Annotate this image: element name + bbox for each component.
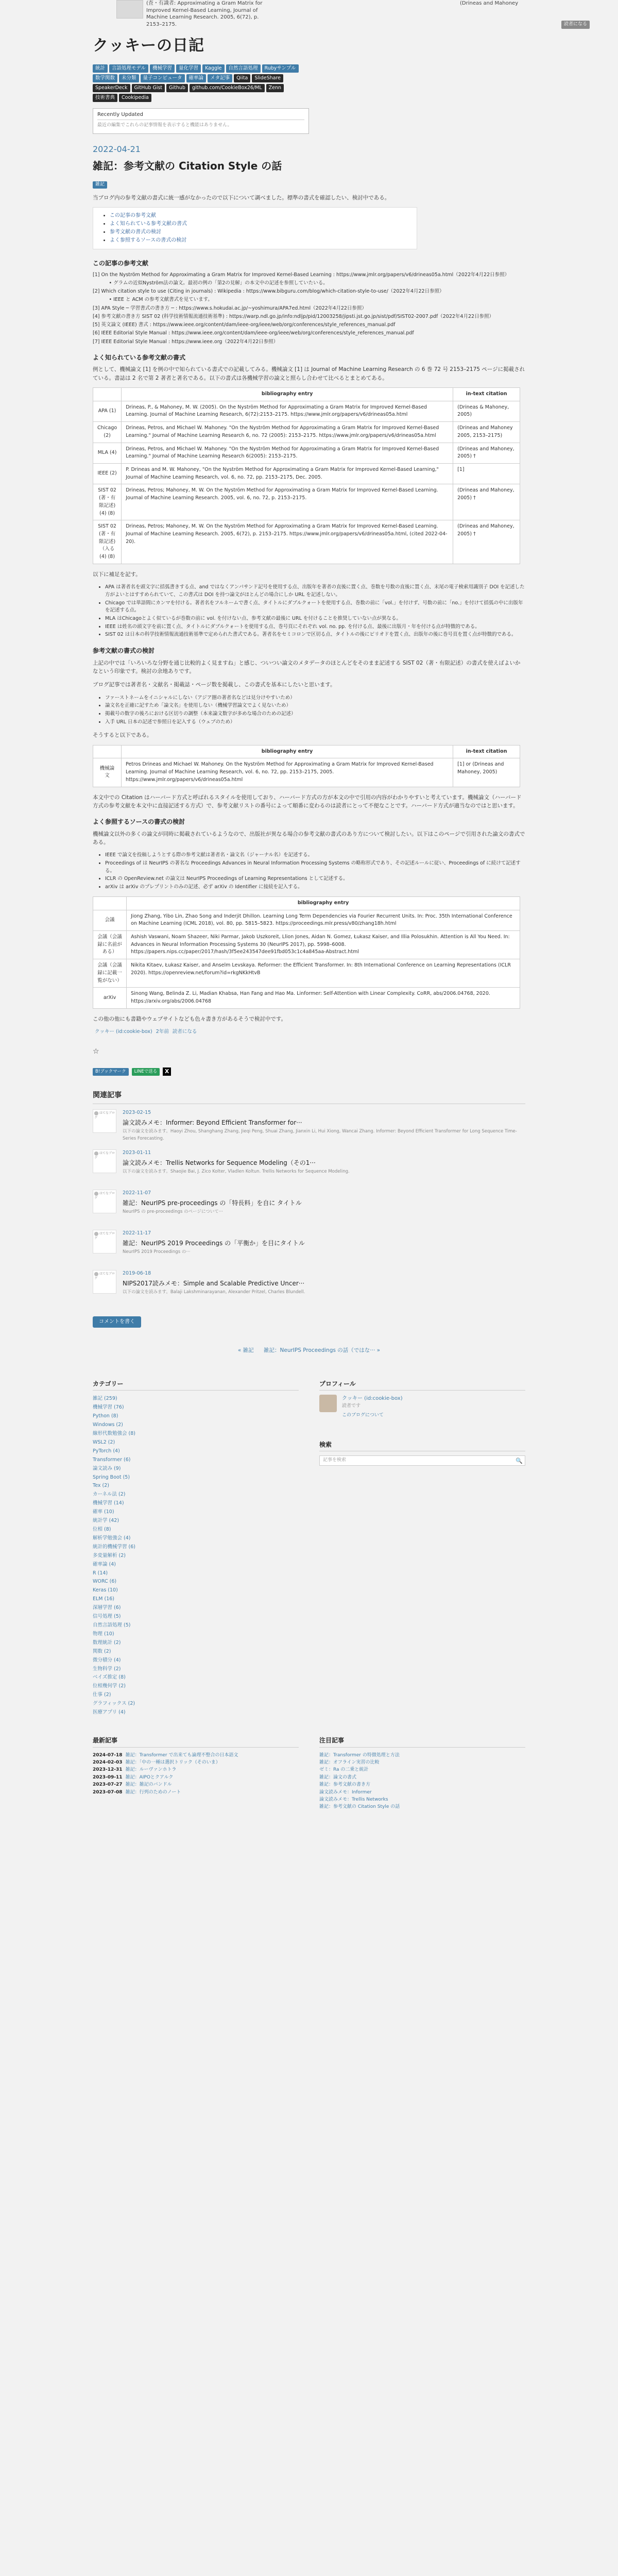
related-post[interactable] [93, 1267, 525, 1307]
category-link[interactable]: 統計学 (42) [93, 1518, 119, 1524]
table-header-row [93, 387, 520, 401]
source-format-table [93, 896, 520, 1009]
category-link[interactable]: 関数 (2) [93, 1648, 111, 1654]
profile-card [319, 1395, 525, 1419]
related-date[interactable]: 2019-06-18 [123, 1270, 151, 1277]
related-snippet: 以下の論文を読みます。Balaji Lakshminarayanan, Alexander Pritzel, Charles Blundell. [123, 1290, 305, 1295]
related-date[interactable]: 2022-11-07 [123, 1190, 151, 1196]
avatar[interactable] [319, 1395, 337, 1412]
star-icon[interactable]: ☆ [93, 1047, 99, 1056]
related-snippet: 以下の論文を読みます。Shaojie Bai, J. Zico Kolter, Vladlen Koltun. Trellis Networks for Sequence Modeling. [123, 1169, 350, 1175]
category-link[interactable]: 位相 (8) [93, 1527, 111, 1533]
category-link[interactable]: 生物科学 (2) [93, 1666, 121, 1672]
category-link[interactable]: 線形代数勉強会 (8) [93, 1431, 135, 1437]
category-link[interactable]: WSL2 (2) [93, 1439, 115, 1445]
featured-item[interactable]: 雑記：参考文献の書き方 [319, 1782, 371, 1788]
category-link[interactable]: カーネル法 (2) [93, 1492, 126, 1498]
tag-chip[interactable]: 数学関数 [93, 74, 117, 82]
style-note-item: • Chicago では単語間にカンマを付ける。著者名をフルネームで書く点、タイトルにダブルクォートを使用する点、巻数の前に「vol.」を付けず、号数の前に「no.」を付けて括弧の中に出版年を記述する点。 [105, 600, 525, 615]
bibliography-cell: Nikita Kitaev, Łukasz Kaiser, and Anselm Levskaya. Reformer: the Efficient Transformer. In: 8th International Conference on Learning Representations (ICLR 2020). https://openreview.net/forum?id=rkgNKkHtvB [127, 959, 520, 988]
table-header-cell [93, 387, 122, 401]
category-link[interactable]: PyTorch (4) [93, 1448, 120, 1454]
category-list [93, 1395, 299, 1717]
recently-updated-title: Recently Updated [97, 111, 304, 121]
search-placeholder: 記事を検索 [323, 1458, 347, 1463]
related-thumbnail[interactable] [93, 1190, 116, 1213]
x-share-icon[interactable]: X [163, 1067, 171, 1076]
style-note-item: • MLA はChicagoとよく似ているが巻数の前に vol. を付けない点、参考文献の最後に URL を付けることを推奨していない点が異なる。 [105, 615, 525, 623]
related-posts [93, 1090, 525, 1327]
recent-item[interactable] [93, 1766, 299, 1773]
citation-cell: [1] or (Drineas and Mahoney, 2005) [453, 758, 520, 787]
sources-intro: 機械論文以外の多くの論文が同時に掲載されているようなので、出版社が異なる場合の参考文献の書式のあり方について検討したい。以下はこのページで引用された論文の書式である。 [93, 831, 525, 845]
table-header-cell: in-text citation [453, 745, 520, 758]
category-link[interactable]: 多変量解析 (2) [93, 1552, 126, 1558]
recent-date: 2023-12-31 [93, 1767, 123, 1773]
category-link[interactable]: 論文読み (9) [93, 1465, 121, 1471]
thumbnail-label: はてなブログ [94, 1111, 115, 1120]
style-notes-list [93, 584, 525, 639]
recent-date: 2024-07-18 [93, 1752, 123, 1758]
category-link[interactable]: 機械学習 (14) [93, 1500, 124, 1506]
table-row [93, 758, 520, 787]
table-note: 以下に補足を記す。 [93, 571, 141, 578]
tag-chip[interactable]: 量子コンピュータ [141, 74, 185, 82]
sidebar-widgets [93, 1379, 525, 1717]
toc-item [110, 228, 409, 236]
recent-title[interactable]: 雑記：Transformer で出来ても論理不整合の日本語文 [125, 1752, 238, 1758]
table-header-row [93, 896, 520, 910]
category-link[interactable]: 微分積分 (4) [93, 1657, 121, 1663]
thumbnail-label: はてなブログ [94, 1192, 115, 1200]
related-title[interactable]: 論文読みメモ：Trellis Networks for Sequence Modeling（その1··· [123, 1159, 316, 1166]
table-header-cell [93, 896, 127, 910]
style-label-cell: 会議（会議録に名前がある） [93, 930, 127, 959]
style-label-cell: arXiv [93, 988, 127, 1008]
recent-item[interactable] [93, 1774, 299, 1781]
recent-title[interactable]: 雑記：行列のためのノート [125, 1789, 181, 1795]
recent-item[interactable] [93, 1759, 299, 1766]
related-snippet: NeurIPS の pre-proceedings のページについて··· [123, 1209, 223, 1215]
reference-item: [2] Which citation style to use (Citing in journals) : Wikipedia : https://www.bibguru.com/blog/which-citation-style-to-use/（2022年4月22日参照） [93, 289, 444, 295]
featured-post-list [319, 1752, 525, 1811]
category-link[interactable]: 物理 (10) [93, 1631, 114, 1637]
related-post[interactable] [93, 1227, 525, 1267]
category-link[interactable]: 信号処理 (5) [93, 1614, 121, 1620]
style-note-item: • SIST 02 は日本の科学技術情報流通技術基準で定められた書式である。著者名をセミコロンで区切る点、タイトルの後にピリオドを置く点、出版年の後に巻号頁を置く点が特徴的である。 [105, 631, 525, 639]
category-link[interactable]: Transformer (6) [93, 1456, 131, 1463]
tag-chip[interactable]: 技術書典 [93, 94, 117, 102]
category-link[interactable]: Tex (2) [93, 1483, 109, 1489]
recent-widget-title: 最新記事 [93, 1736, 299, 1748]
tag-chip[interactable]: Rubyサンプル [262, 64, 299, 73]
table-row [93, 930, 520, 959]
post-intro: 当ブログ内の参考文献の書式に統一感がなかったので以下について調べました。標準の書式を確認したい、検討中である。 [93, 194, 390, 201]
review-text-2: ブログ記事では著者名・文献名・掲載誌・ページ数を掲載し、この書式を基本にしたいと思います。 [93, 682, 336, 688]
subscribe-link[interactable]: 読者になる [172, 1028, 197, 1035]
category-link[interactable]: ELM (16) [93, 1596, 115, 1602]
post-date[interactable]: 2022-04-21 [93, 144, 141, 154]
tag-cloud [93, 64, 309, 102]
related-body [123, 1270, 305, 1307]
table-header-cell: bibliography entry [121, 745, 453, 758]
bibliography-cell: P. Drineas and M. W. Mahoney, "On the Nyström Method for Approximating a Gram Matrix for Improved Kernel-Based Learning," Journal of Machine Learning Research, vol. 6, no. 72, pp. 2153–2175, Dec. 2005. [122, 463, 453, 484]
profile-widget-title: プロフィール [319, 1379, 525, 1391]
search-icon[interactable]: 🔍 [516, 1458, 523, 1465]
toc-link[interactable]: この記事の参考文献 [110, 212, 156, 218]
tag-chip[interactable]: github.com/CookieBox26/ML [190, 84, 265, 92]
share-row [93, 1046, 525, 1058]
hatena-icon [94, 1111, 98, 1115]
related-body [123, 1149, 350, 1187]
recent-title[interactable]: 雑記：雑記のバンドル [125, 1782, 172, 1788]
section-heading-styles: よく知られている参考文献の書式 [93, 353, 186, 361]
style-label-cell: SIST 02 (著・有限記述) (4) (8) [93, 484, 122, 520]
style-label-cell: 機械論文 [93, 758, 122, 787]
table-of-contents [93, 207, 417, 249]
category-link[interactable]: Keras (10) [93, 1587, 118, 1594]
recent-date: 2023-07-27 [93, 1782, 123, 1788]
recent-date: 2024-02-03 [93, 1759, 123, 1765]
recent-post-list [93, 1752, 299, 1796]
recent-item[interactable] [93, 1752, 299, 1759]
recently-updated-text: 最近の編集でこれらの記事情報を表示すると機能はありません。 [97, 123, 232, 128]
table-row [93, 988, 520, 1008]
category-link[interactable]: WORC (6) [93, 1579, 117, 1585]
post-title[interactable]: 雑記：参考文献の Citation Style の話 [93, 159, 282, 172]
section-heading-sources: よく参照するソースの書式の検討 [93, 818, 185, 826]
bibliography-cell: Jiong Zhang, Yibo Lin, Zhao Song and Inderjit Dhillon. Learning Long Term Dependencies via Fourier Recurrent Units. In: Proc. 35th International Conference on Machine Learning (ICML 2018), vol. 80, pp. 5815–5823. https://proceedings.mlr.press/v80/zhang18h.html [127, 910, 520, 930]
recently-updated-box [93, 108, 309, 134]
sidebar-widgets-2 [93, 1736, 525, 1811]
category-link[interactable]: 自然言語処理 (5) [93, 1622, 131, 1628]
review-item: • ファーストネームをイニシャルにしない（アジア圏の著者名などは見分けやすいため） [105, 694, 525, 702]
related-post[interactable] [93, 1106, 525, 1146]
tag-chip[interactable]: 未分類 [119, 74, 139, 82]
related-thumbnail[interactable] [93, 1270, 116, 1294]
recent-widget [93, 1736, 299, 1811]
related-title[interactable]: NIPS2017読みメモ：Simple and Scalable Predictive Uncer··· [123, 1279, 305, 1287]
recent-item[interactable] [93, 1781, 299, 1788]
tag-chip[interactable]: Cookipedia [119, 94, 151, 102]
category-widget-title: カテゴリー [93, 1379, 299, 1391]
related-posts-title: 関連記事 [93, 1090, 525, 1104]
style-label-cell: Chicago (2) [93, 422, 122, 443]
source-item: • Proceedings of は NeurIPS の著名な Proceedings Advances in Neural Information Processing Systems の略称形式であり、その記述ルールに従い、Proceedings of に続けて記述する。 [105, 860, 525, 875]
search-input[interactable] [319, 1455, 525, 1466]
related-post[interactable] [93, 1187, 525, 1227]
source-item: • IEEE で論文を投稿しようとする際の参考文献は著者名・論文名（ジャーナル名）を記述する。 [105, 852, 525, 859]
style-note-item: • IEEE は姓名の頭文字を前に置く点、タイトルにダブルクォートを使用する点、巻号頁にそれぞれ vol. no. pp. を付ける点、最後に出版月・年を付ける点が特徴的である。 [105, 623, 525, 631]
author-link[interactable]: クッキー (id:cookie-box) [95, 1028, 152, 1035]
category-link[interactable]: 確率論 (4) [93, 1561, 116, 1567]
review-tail: そうすると以下である。 [93, 732, 152, 739]
category-link[interactable]: 解析学勉強会 (4) [93, 1535, 131, 1541]
style-note-item: • APA は著者名を頭文字に括弧書きする点、and ではなくアンパサンド記号を使用する点、出版年を著者の直後に置く点、巻数を号数の直後に置く点、末尾の電子検索用識別子 DOI を記述した方がよいとはすすめられていて、この書式は DOI を持つ論文がほとんどの場合にしか URL を記述しない。 [105, 584, 525, 599]
reference-item: • IEEE と ACM の参考文献書式を見ています。 [104, 297, 213, 303]
reference-item: [5] 英文論文 (IEEE) 書式 : https://www.ieee.org/content/dam/ieee-org/ieee/web/org/conferences/style_references_manual.pdf [93, 322, 396, 328]
thumbnail-label: はてなブログ [94, 1151, 115, 1160]
review-text: 上記の中では「いろいろな分野を通じ比較的よく見ますね」と感じ、ついつい論文のメタデータのほとんどをそのまま記述する SIST 02（著・有限記述）の書式を使えばよいかなという印象です。検討の余地ありです。 [93, 659, 521, 674]
reference-list [93, 272, 525, 346]
tag-chip[interactable]: 言語処理モデル [109, 64, 148, 73]
widget-column-left [93, 1379, 299, 1717]
featured-widget-title: 注目記事 [319, 1736, 525, 1748]
category-link[interactable]: 数理統計 (2) [93, 1639, 121, 1646]
write-comment-button[interactable]: コメントを書く [93, 1316, 141, 1328]
featured-item[interactable]: 雑記：オフライン実習の比較 [319, 1759, 380, 1765]
related-date[interactable]: 2023-02-15 [123, 1110, 151, 1116]
category-link[interactable]: R (14) [93, 1570, 108, 1576]
category-link[interactable]: 医療アプリ (4) [93, 1709, 126, 1716]
hatena-icon [94, 1151, 98, 1156]
bibliography-cell: Sinong Wang, Belinda Z. Li, Madian Khabsa, Han Fang and Hao Ma. Linformer: Self-Attention with Linear Complexity. CoRR, abs/2006.04768, 2020. https://arxiv.org/abs/2006.04768 [127, 988, 520, 1008]
tag-chip[interactable]: SpeakerDeck [93, 84, 130, 92]
category-link[interactable]: 深層学習 (6) [93, 1605, 121, 1611]
table-header-cell: in-text citation [453, 387, 520, 401]
hatena-icon [94, 1232, 98, 1236]
article [93, 143, 525, 1076]
top-strip-snippet: (査・有識者: Approximating a Gram Matrix for Improved Kernel-Based Learning, Journal of Machine Learning Research. 2005, 6(72), p. 2153–2175. [146, 1, 263, 27]
related-post[interactable] [93, 1146, 525, 1187]
table-header-cell: bibliography entry [122, 387, 453, 401]
toc-item [110, 212, 409, 220]
tag-chip[interactable]: Kaggle [202, 64, 224, 73]
profile-meta: 読者です [342, 1403, 361, 1409]
tag-chip[interactable]: 自然言語処理 [226, 64, 261, 73]
category-link[interactable]: 仕事 (2) [93, 1692, 111, 1698]
sources-list [93, 852, 525, 891]
citation-cell: [1] [453, 463, 520, 484]
review-list [93, 694, 525, 726]
related-date[interactable]: 2022-11-17 [123, 1230, 151, 1236]
toc-item [110, 220, 409, 228]
bibliography-cell: Drineas, Petros, and Michael W. Mahoney. "On the Nyström Method for Approximating a Gram Matrix for Improved Kernel-Based Learning." Journal of Machine Learning Research 6(2005): 2153–2175. [122, 443, 453, 463]
table-row [93, 443, 520, 463]
tag-chip[interactable]: 統計 [93, 64, 108, 73]
recent-title[interactable]: 雑記：AIPOとクアルク [125, 1774, 174, 1780]
featured-item[interactable]: 論文読みメモ：Informer [319, 1789, 372, 1795]
featured-widget [319, 1736, 525, 1811]
recent-date: 2023-09-11 [93, 1774, 123, 1780]
related-title[interactable]: 雑記：NeurIPS 2019 Proceedings の「平衡か」を目にタイトル [123, 1239, 305, 1247]
subscribe-button[interactable]: 読者になる [561, 21, 590, 29]
tag-chip[interactable]: Zenn [266, 84, 284, 92]
tag-chip[interactable]: 確率論 [186, 74, 207, 82]
toc-item [110, 236, 409, 245]
recent-title[interactable]: 雑記：「中の一種は選択トリック（そのいま） [125, 1759, 220, 1765]
source-table-after: この他の他にも書籍やウェブサイトなども色々書き方があるそうで検討中です。 [93, 1015, 287, 1022]
reference-item: [1] On the Nyström Method for Approximating a Gram Matrix for Improved Kernel-Based Learning : https://www.jmlr.org/papers/v6/drineas05a.html（2022年4月22日参照） [93, 272, 510, 278]
bibliography-cell: Drineas, Petros; Mahoney, M. W. On the Nyström Method for Approximating a Gram Matrix for Improved Kernel-Based Learning. Journal of Machine Learning Research. 2005, vol. 6, no. 72, p. 2153–2175. [122, 484, 453, 520]
table-header-row [93, 745, 520, 758]
tag-chip[interactable]: Github [166, 84, 188, 92]
next-post-link[interactable]: 雑記：NeurIPS Proceedings の話（ではな··· » [264, 1347, 381, 1353]
profile-name[interactable]: クッキー (id:cookie-box) [342, 1396, 403, 1402]
citation-style-table [93, 387, 520, 564]
elapsed-time[interactable]: 2年前 [156, 1028, 169, 1035]
post-category[interactable]: 雑記 [93, 181, 107, 189]
bookmark-share-button[interactable]: B!ブックマーク [93, 1068, 129, 1076]
citation-cell: (Drineas and Mahoney, 2005) † [453, 443, 520, 463]
featured-item[interactable]: 雑記：Transformer の特徴処理と方法 [319, 1752, 400, 1758]
category-link[interactable]: 位相幾何学 (2) [93, 1683, 126, 1689]
top-strip [0, 0, 618, 30]
blog-header [93, 30, 525, 134]
source-item: • arXiv は arXiv のプレプリントのみの記述、必ず arXiv の Identifier に接続を記入する。 [105, 884, 525, 891]
related-title[interactable]: 雑記：NeurIPS pre-proceedings の「特長料」を自に タイトル [123, 1199, 302, 1207]
citation-cell: (Drineas and Mahoney, 2005) † [453, 520, 520, 564]
top-strip-citation: (Drineas and Mahoney [460, 1, 519, 6]
category-link[interactable]: Spring Boot (5) [93, 1474, 130, 1480]
section-heading-review: 参考文献の書式の検討 [93, 647, 155, 655]
about-blog-link[interactable]: このブログについて [342, 1412, 384, 1418]
category-link[interactable]: グラフィックス (2) [93, 1701, 135, 1707]
style-label-cell: APA (1) [93, 401, 122, 421]
citation-cell: (Drineas & Mahoney, 2005) [453, 401, 520, 421]
table-header-cell: bibliography entry [127, 896, 520, 910]
related-thumbnail[interactable] [93, 1109, 116, 1133]
style-label-cell: 会議 [93, 910, 127, 930]
share-buttons [93, 1067, 525, 1076]
prev-post-link[interactable]: « 雑記 [237, 1347, 254, 1353]
bibliography-cell: Petros Drineas and Michael W. Mahoney. On the Nyström Method for Approximating a Gram Matrix for Improved Kernel-Based Learning. Journal of Machine Learning Research, vol. 6, no. 72, pp. 2153–2175, 2005. https://www.jmlr.org/papers/v6/drineas05a.html [121, 758, 453, 787]
related-body [123, 1230, 305, 1267]
style-label-cell: MLA (4) [93, 443, 122, 463]
hatena-icon [94, 1192, 98, 1196]
recent-item[interactable] [93, 1789, 299, 1796]
toc-link[interactable]: よく参照するソースの書式の検討 [110, 237, 187, 243]
table-row [93, 910, 520, 930]
reference-item: [6] IEEE Editorial Style Manual : https://www.ieee.org/content/dam/ieee-org/ieee/web/org/conferences/style_references_manual.pdf [93, 330, 414, 336]
tag-chip[interactable]: Qiita [234, 74, 250, 82]
post-footer [93, 1028, 525, 1036]
citation-cell: (Drineas and Mahoney 2005, 2153–2175) [453, 422, 520, 443]
table-header-cell [93, 745, 122, 758]
tag-chip[interactable]: 機械学習 [150, 64, 175, 73]
bibliography-cell: Drineas, Petros; Mahoney, M. W. On the Nyström Method for Approximating a Gram Matrix for Improved Kernel-Based Learning. Journal of Machine Learning Research. 2005, 6(72), p. 2153–2175. https://www.jmlr.org/papers/v6/drineas05a.html, (cited 2022-04-20). [122, 520, 453, 564]
style-label-cell: SIST 02 (著・有限記述)（入る (4) (8) [93, 520, 122, 564]
tag-chip[interactable]: SlideShare [252, 74, 283, 82]
chosen-style-table [93, 745, 520, 787]
reference-item: [7] IEEE Editorial Style Manual : https://www.ieee.org（2022年4月22日参照） [93, 338, 279, 345]
featured-item[interactable]: 雑記：参考文献の Citation Style の話 [319, 1804, 400, 1810]
toc-link[interactable]: よく知られている参考文献の書式 [110, 221, 187, 227]
table-row [93, 959, 520, 988]
related-snippet: NeurIPS 2019 Proceedings の··· [123, 1249, 191, 1255]
bibliography-cell: Ashish Vaswani, Noam Shazeer, Niki Parmar, Jakob Uszkoreit, Llion Jones, Aidan N. Gomez, Łukasz Kaiser, and Illia Polosukhin. Attention is All You Need. In: Advances in Neural Information Processing Systems 30 (NeurIPS 2017), pp. 5998–6008. https://papers.nips.cc/paper/2017/hash/3f5ee243547dee91fbd053c1c4a845aa-Abstract.html [127, 930, 520, 959]
featured-item[interactable]: 論文読みメモ：Trellis Networks [319, 1797, 388, 1802]
top-strip-thumbnail [116, 0, 143, 19]
reference-item: • グラムの近似Nyström法の論文。最初の例の「第2の見解」の本文中の記述を参照していたいる。 [104, 280, 328, 286]
bibliography-cell: Drineas, P., & Mahoney, M. W. (2005). On the Nyström Method for Approximating a Gram Matrix for Improved Kernel-Based Learning. Journal of Machine Learning Research, 6(72):2153–2175. https://www.jmlr.org/papers/v6/drineas05a.html [122, 401, 453, 421]
style-label-cell: IEEE (2) [93, 463, 122, 484]
category-link[interactable]: ベイズ推定 (8) [93, 1674, 126, 1681]
hatena-icon [94, 1272, 98, 1276]
line-share-button[interactable]: LINEで送る [132, 1068, 160, 1076]
table-row [93, 484, 520, 520]
citation-cell: (Drineas and Mahoney, 2005) † [453, 484, 520, 520]
table-row [93, 422, 520, 443]
category-link[interactable]: 確率 (10) [93, 1509, 114, 1515]
category-link[interactable]: 雑記 (259) [93, 1396, 117, 1402]
featured-item[interactable]: ゼミ：Ra の二乗と統計 [319, 1767, 369, 1773]
widget-column-right [319, 1379, 525, 1717]
reference-item: [4] 参考文献の書き方 SIST 02 (科学技術情報流通技術基準) : https://warp.ndl.go.jp/info:ndljp/pid/12003258/jipsti.jst.go.jp/sist/pdf/SIST02-2007.pdf（2022年4月22日参照） [93, 313, 494, 319]
source-item: • ICLR の OpenReview.net の論文は NeurIPS Proceedings of Learning Representations として記述する。 [105, 875, 525, 883]
thumbnail-label: はてなブログ [94, 1272, 115, 1281]
related-date[interactable]: 2023-01-11 [123, 1150, 151, 1156]
chosen-style-explanation: 本文中での Citation はハーバード方式と呼ばれるスタイルを使用しており、ハーバード方式の方が本文の中で引用の内容がわかりやすいと考えています。機械論文（ハーバード方式の参考文献を本文中に直接記述する方式）で、参考文献リストの番号によって順番に変わるのは読者にとって不便なことです。ハーバード方式が適当なのではと思います。 [93, 794, 522, 809]
styles-intro: 例として、機械論文 [1] を例の中で知られている書式での記載してみる。機械論文 [1] は Journal of Machine Learning Research の 6 巻 72 号 2153–2175 ページに掲載されている。書誌は 2 名で第 2 著者と著名である。以下の書式は各機械学習の論文と照らし合わせて比べるとまとめてある。 [93, 366, 525, 381]
reference-item: [3] APA Style ─ 学習書式の書き方 ─ : https://www.s.hokudai.ac.jp/~yoshimura/APA7ed.html（2022年4月22日参照） [93, 305, 367, 311]
search-widget-title: 検索 [319, 1440, 525, 1452]
toc-link[interactable]: 参考文献の書式の検討 [110, 229, 161, 235]
related-title[interactable]: 論文読みメモ：Informer: Beyond Efficient Transformer for··· [123, 1118, 302, 1126]
pager [93, 1346, 525, 1354]
related-thumbnail[interactable] [93, 1230, 116, 1253]
review-item: • 論文名を正確に記すため「論文名」を使用しない（機械学習論文でよく見ないため） [105, 702, 525, 710]
related-thumbnail[interactable] [93, 1149, 116, 1173]
related-snippet: 以下の論文を読みます。Haoyi Zhou, Shanghang Zhang, Jieqi Peng, Shuai Zhang, Jianxin Li, Hui Xiong, Wancai Zhang. Informer: Beyond Efficient Transformer for Long Sequence Time-Series Forecasting. [123, 1129, 517, 1141]
style-label-cell: 会議（会議録に記載一覧がない） [93, 959, 127, 988]
blog-title[interactable]: クッキーの日記 [93, 37, 204, 55]
tag-chip[interactable]: 量化学習 [176, 64, 201, 73]
table-row [93, 520, 520, 564]
review-item: • 入手 URL 日本の記述で参照日を記入する（ウェブのため） [105, 719, 525, 726]
tag-chip[interactable]: メタ記事 [208, 74, 232, 82]
category-link[interactable]: Windows (2) [93, 1422, 123, 1428]
bibliography-cell: Drineas, Petros, and Michael W. Mahoney. "On the Nyström Method for Approximating a Gram Matrix for Improved Kernel-Based Learning." Journal of Machine Learning Research 6, no. 72 (2005): 2153–2175. https://www.jmlr.org/papers/v6/drineas05a.html [122, 422, 453, 443]
category-link[interactable]: Python (8) [93, 1413, 118, 1419]
section-heading-refs: この記事の参考文献 [93, 259, 149, 267]
category-link[interactable]: 機械学習 (76) [93, 1404, 124, 1411]
recent-date: 2023-07-08 [93, 1789, 123, 1795]
related-body [123, 1190, 302, 1227]
tag-chip[interactable]: GitHub Gist [132, 84, 165, 92]
category-link[interactable]: 統計的機械学習 (6) [93, 1544, 135, 1550]
review-item: • 掲載号の数字の後ろにおける区切りの調整（本来論文数字が多めな場合のための記述） [105, 710, 525, 718]
recent-title[interactable]: 雑記：ルーヴァンホトラ [125, 1767, 177, 1773]
table-row [93, 401, 520, 421]
related-body [123, 1109, 525, 1146]
table-row [93, 463, 520, 484]
featured-item[interactable]: 雑記：論文の書式 [319, 1774, 357, 1780]
thumbnail-label: はてなブログ [94, 1232, 115, 1241]
